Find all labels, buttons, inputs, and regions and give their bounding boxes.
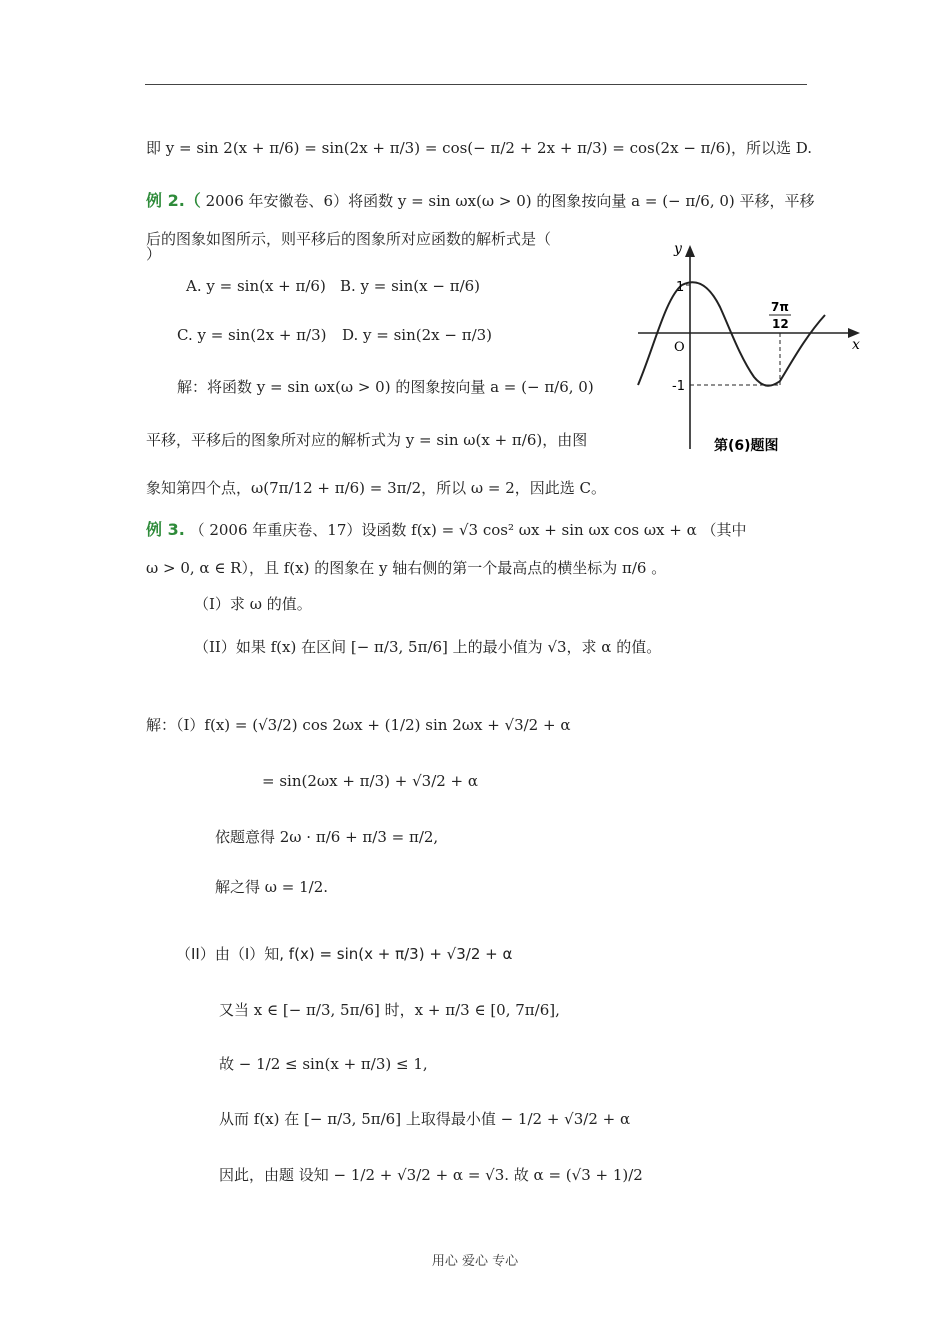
solution-step-5: （II）由（I）知, f(x) = sin(x + π/3) + √3/2 + α — [176, 945, 513, 963]
solution-step-8: 从而 f(x) 在 [− π/3, 5π/6] 上取得最小值 − 1/2 + √3/2 + α — [219, 1110, 631, 1128]
option-a: A. y = sin(x + π/6) — [186, 277, 326, 295]
option-b: B. y = sin(x − π/6) — [340, 277, 481, 295]
sine-curve — [638, 282, 825, 386]
tick-label-x-denominator: 12 — [772, 317, 789, 331]
page-footer: 用心 爱心 专心 — [431, 1254, 519, 1269]
example-2-text-2: 后的图象如图所示，则平移后的图象所对应函数的解析式是（ — [146, 230, 552, 248]
sine-graph-figure — [630, 237, 865, 459]
solution-step-9: 因此，由题 设知 − 1/2 + √3/2 + α = √3. 故 α = (√3 + 1)/2 — [219, 1166, 643, 1184]
example-2-label: 例 2.（ — [146, 191, 201, 210]
tick-label-y-neg: -1 — [672, 379, 685, 394]
example-2-solution-1: 解：将函数 y = sin ωx(ω > 0) 的图象按向量 a = (− π/6, 0) — [177, 378, 594, 396]
figure-caption: 第(6)题图 — [714, 438, 779, 454]
tick-label-x-numerator: 7π — [771, 300, 789, 314]
y-axis-label: y — [674, 241, 682, 257]
example-2-statement — [146, 193, 815, 209]
solution-step-7: 故 − 1/2 ≤ sin(x + π/3) ≤ 1, — [219, 1055, 428, 1073]
example-2-solution-3: 象知第四个点，ω(7π/12 + π/6) = 3π/2，所以 ω = 2，因此选 C。 — [146, 479, 607, 497]
question-1: （I）求 ω 的值。 — [194, 595, 312, 613]
header-rule — [145, 84, 807, 85]
example-3-text-2: ω > 0, α ∈ R），且 f(x) 的图象在 y 轴右侧的第一个最高点的横坐标为 π/6 。 — [146, 559, 667, 577]
solution-line-1: 即 y = sin 2(x + π/6) = sin(2x + π/3) = cos(− π/2 + 2x + π/3) = cos(2x − π/6)，所以选 D. — [146, 139, 812, 157]
example-3-label: 例 3. — [146, 520, 185, 539]
x-axis-label: x — [852, 337, 860, 353]
question-2: （II）如果 f(x) 在区间 [− π/3, 5π/6] 上的最小值为 √3，求 α 的值。 — [194, 638, 662, 656]
example-3-statement — [146, 522, 747, 538]
option-c: C. y = sin(2x + π/3) — [177, 326, 327, 344]
example-2-solution-2: 平移，平移后的图象所对应的解析式为 y = sin ω(x + π/6)，由图 — [146, 431, 588, 449]
example-3-text: （ 2006 年重庆卷、17）设函数 f(x) = √3 cos² ωx + sin ωx cos ωx + α （其中 — [189, 521, 747, 539]
tick-label-y-pos: 1 — [676, 280, 685, 295]
solution-step-6: 又当 x ∈ [− π/3, 5π/6] 时，x + π/3 ∈ [0, 7π/6], — [219, 1001, 560, 1019]
example-2-text: 2006 年安徽卷、6）将函数 y = sin ωx(ω > 0) 的图象按向量 a = (− π/6, 0) 平移，平移 — [205, 192, 815, 210]
option-d: D. y = sin(2x − π/3) — [342, 326, 493, 344]
example-2-paren-close: ） — [146, 245, 162, 263]
solution-step-4: 解之得 ω = 1/2. — [215, 878, 329, 896]
origin-label: O — [674, 340, 685, 355]
y-axis-arrow-icon — [685, 245, 695, 257]
solution-step-2: = sin(2ωx + π/3) + √3/2 + α — [262, 772, 479, 790]
solution-step-3: 依题意得 2ω · π/6 + π/3 = π/2, — [215, 828, 439, 846]
solution-step-1: 解：（I）f(x) = (√3/2) cos 2ωx + (1/2) sin 2ωx + √3/2 + α — [146, 716, 571, 734]
